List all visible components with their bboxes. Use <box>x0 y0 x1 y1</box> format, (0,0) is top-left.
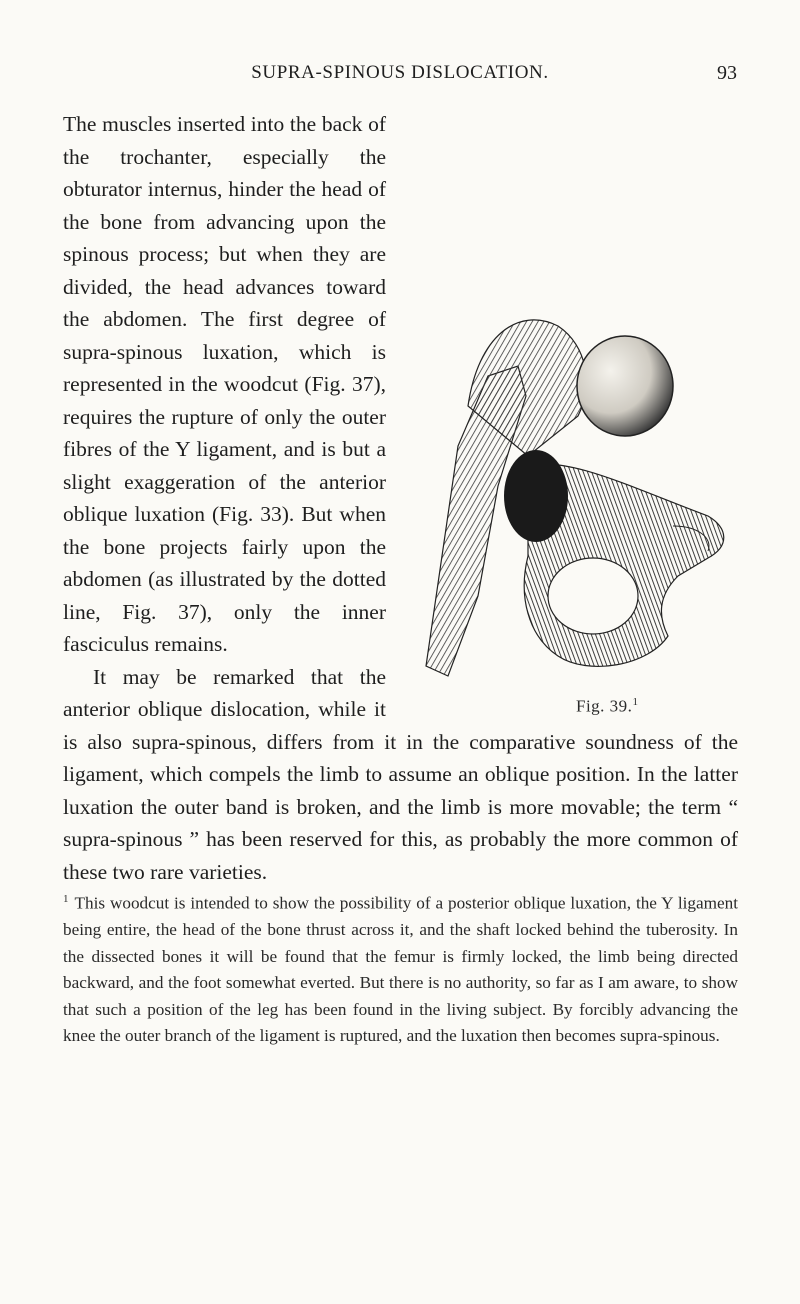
pelvis-femur-illustration <box>408 296 738 720</box>
body-text <box>63 108 738 888</box>
figure-caption-text: Fig. 39. <box>576 696 633 716</box>
paragraph-1: The muscles inserted into the back of the trochanter, especially the obturator internus, hinder the head of the bone from advancing upon the spinous process; but when they are divided, the head advances toward the abdomen. The first degree of supra-spinous luxation, which is represented in the woodcut (Fig. 37), requires the rupture of only the outer fibres of the Y ligament, and is but a slight exaggeration of the anterior oblique luxation (Fig. 33). But when the bone projects fairly upon the abdomen (as illustrated by the dotted line, Fig. 37), only the inner fasciculus remains. <box>63 112 386 656</box>
figure-footnote-marker: 1 <box>632 696 639 708</box>
footnote-text: This woodcut is intended to show the possibility of a posterior oblique luxation, the Y ligament being entire, the head of the bone thrust across it, and the shaft locked behind the tuberosity. In the dissected bones it will be found that the femur is firmly locked, the limb being directed backward, and the foot somewhat everted. But there is no authority, so far as I am aware, to show that such a position of the leg has been found in the living subject. By forcibly advancing the knee the outer branch of the ligament is ruptured, and the luxation then becomes supra-spinous. <box>63 893 738 1046</box>
figure-39 <box>408 296 738 720</box>
running-title: SUPRA-SPINOUS DISLOCATION. <box>251 62 549 83</box>
running-head <box>0 62 800 92</box>
footnote-marker: 1 <box>63 893 69 905</box>
page-number: 93 <box>717 62 737 84</box>
footnote <box>63 886 738 1050</box>
figure-caption <box>576 686 638 723</box>
paragraph-2: It may be remarked that the anterior oblique dislocation, while it is also supra-spinous, differs from it in the comparative soundness of the ligament, which compels the limb to assume an oblique position. In the latter luxation the outer band is broken, and the limb is more movable; the term “ supra-spinous ” has been reserved for this, as probably the more common of these two rare varieties. <box>63 664 738 884</box>
